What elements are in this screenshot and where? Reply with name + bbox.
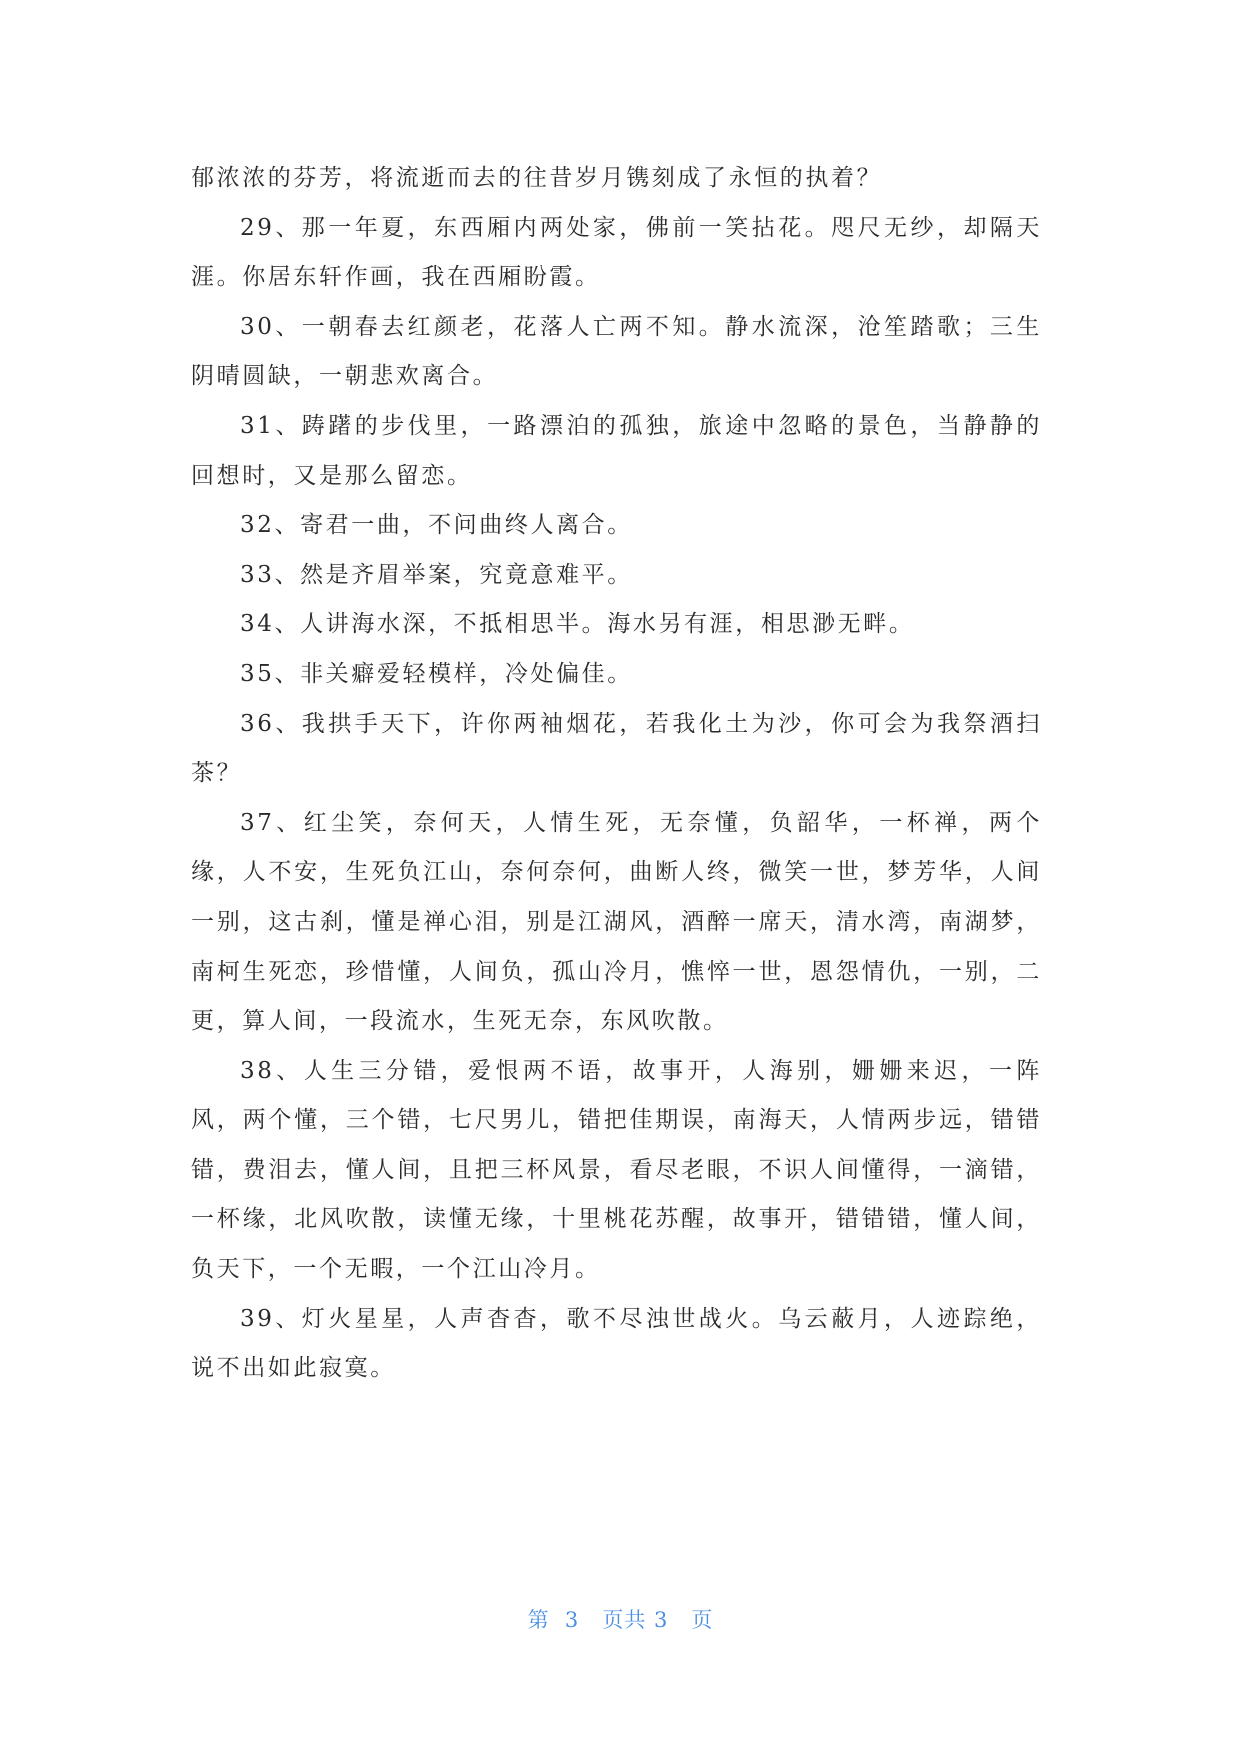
page-footer	[0, 1604, 1241, 1634]
document-body	[191, 154, 1042, 1394]
footer-suffix: 页	[691, 1608, 714, 1632]
paragraph-32: 32、寄君一曲，不问曲终人离合。	[240, 512, 633, 539]
footer-prefix: 第	[527, 1608, 550, 1632]
paragraph-30: 30、一朝春去红颜老，花落人亡两不知。静水流深，沧笙踏歌；三生阴晴圆缺，一朝悲欢离合。	[191, 313, 1042, 390]
paragraph-31: 31、踌躇的步伐里，一路漂泊的孤独，旅途中忽略的景色，当静静的回想时，又是那么留恋。	[191, 412, 1042, 489]
paragraph-35: 35、非关癖爱轻模样，冷处偏佳。	[240, 660, 633, 687]
paragraph-33: 33、然是齐眉举案，究竟意难平。	[240, 561, 633, 588]
paragraph-36: 36、我拱手天下，许你两袖烟花，若我化土为沙，你可会为我祭酒扫茶？	[191, 710, 1042, 787]
paragraph-continuation: 郁浓浓的芬芳，将流逝而去的往昔岁月镌刻成了永恒的执着？	[191, 165, 883, 191]
footer-middle: 页共	[602, 1608, 647, 1632]
paragraph-37: 37、红尘笑，奈何天，人情生死，无奈懂，负韶华，一杯禅，两个缘，人不安，生死负江山，奈何奈何，曲断人终，微笑一世，梦芳华，人间一别，这古刹，懂是禅心泪，别是江湖风，酒醉一席天，清水湾，南湖梦，南柯生死恋，珍惜懂，人间负，孤山冷月，憔悴一世，恩怨情仇，一别，二更，算人间，一段流水，生死无奈，东风吹散。	[191, 809, 1042, 1035]
paragraph-34: 34、人讲海水深，不抵相思半。海水另有涯，相思渺无畔。	[240, 611, 915, 638]
footer-current-page: 3	[564, 1608, 580, 1632]
paragraph-39: 39、灯火星星，人声杳杳，歌不尽浊世战火。乌云蔽月，人迹踪绝，说不出如此寂寞。	[191, 1305, 1042, 1382]
footer-total-pages: 3	[654, 1608, 669, 1632]
paragraph-38: 38、人生三分错，爱恨两不语，故事开，人海别，姗姗来迟，一阵风，两个懂，三个错，七尺男儿，错把佳期误，南海天，人情两步远，错错错，费泪去，懂人间，且把三杯风景，看尽老眼，不识人间懂得，一滴错，一杯缘，北风吹散，读懂无缘，十里桃花苏醒，故事开，错错错，懂人间，负天下，一个无暇，一个江山冷月。	[191, 1057, 1042, 1283]
paragraph-29: 29、那一年夏，东西厢内两处家，佛前一笑拈花。咫尺无纱，却隔天涯。你居东轩作画，我在西厢盼霞。	[191, 214, 1042, 291]
